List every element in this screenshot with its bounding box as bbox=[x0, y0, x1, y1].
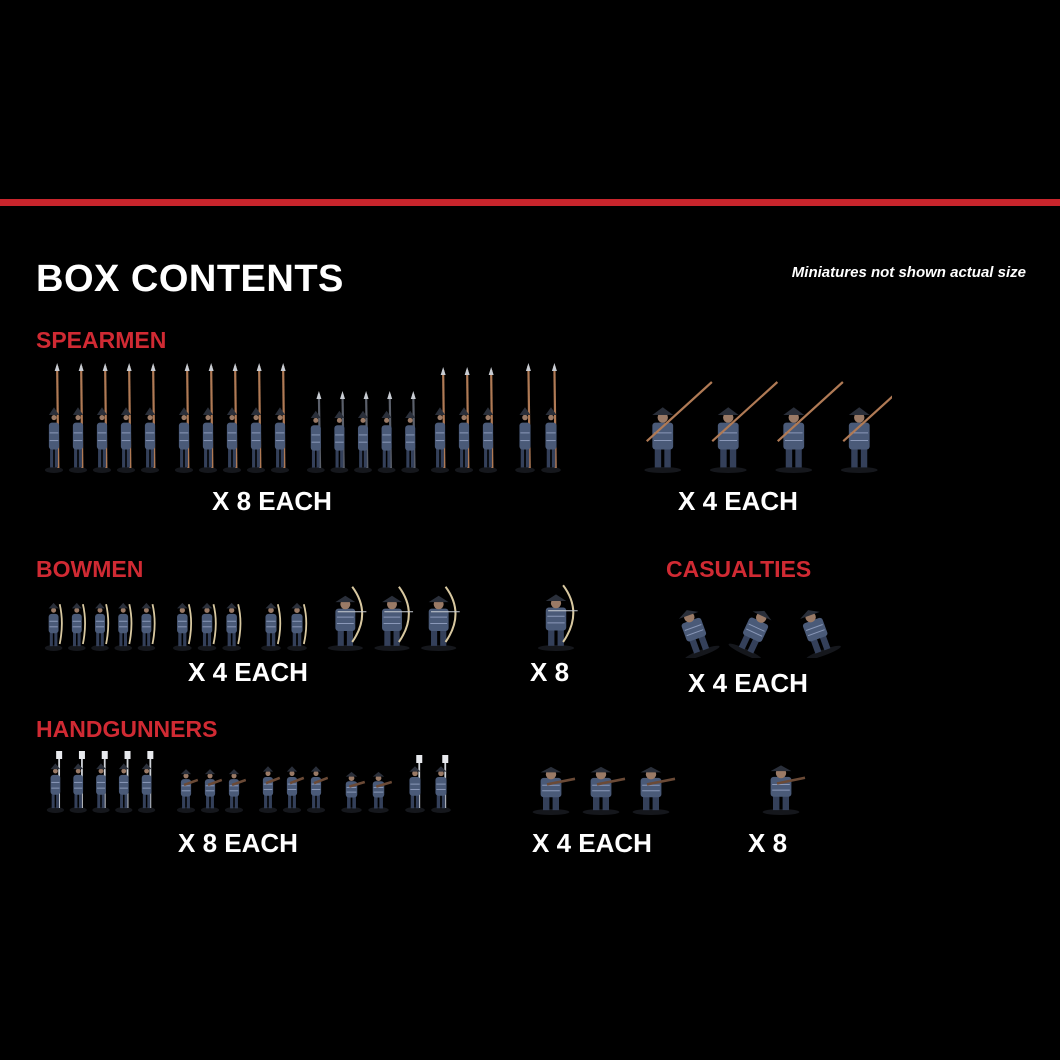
handgunners-group-1 bbox=[44, 748, 158, 814]
miniature-figure bbox=[791, 604, 842, 658]
miniature-figure bbox=[307, 391, 325, 473]
section-label-handgunners: HANDGUNNERS bbox=[36, 716, 218, 742]
section-label-casualties: CASUALTIES bbox=[666, 556, 812, 582]
casualties-quantity: X 4 EACH bbox=[688, 668, 808, 698]
miniature-figure bbox=[515, 363, 535, 473]
handgunners-group-4 bbox=[338, 760, 392, 814]
miniature-figure bbox=[374, 587, 413, 651]
header-divider bbox=[0, 199, 1060, 206]
miniature-figure bbox=[70, 751, 87, 813]
bowmen-group-2 bbox=[170, 588, 244, 652]
miniature-figure bbox=[138, 603, 156, 651]
handgunners-group-3 bbox=[256, 752, 328, 814]
miniature-figure bbox=[710, 382, 778, 473]
miniature-figure bbox=[93, 363, 111, 473]
section-label-spearmen: SPEARMEN bbox=[36, 327, 167, 353]
miniature-figure bbox=[69, 363, 87, 473]
miniature-figure bbox=[763, 765, 805, 815]
section-label-bowmen: BOWMEN bbox=[36, 556, 144, 582]
miniature-figure bbox=[644, 382, 712, 473]
miniature-figure bbox=[538, 585, 578, 651]
miniature-figure bbox=[328, 587, 367, 651]
miniature-figure bbox=[421, 587, 460, 651]
miniature-figure bbox=[479, 367, 497, 473]
miniature-figure bbox=[91, 603, 109, 651]
handgunner-single bbox=[750, 750, 812, 816]
handgunners-quantity-3: X 8 bbox=[748, 828, 788, 858]
miniature-figure bbox=[431, 367, 449, 473]
handgunners-quantity-2: X 4 EACH bbox=[532, 828, 652, 858]
miniature-figure bbox=[173, 603, 192, 651]
miniature-figure bbox=[199, 363, 217, 473]
miniature-figure bbox=[271, 363, 289, 473]
miniature-figure bbox=[223, 363, 241, 473]
spearmen-group-3 bbox=[304, 390, 422, 474]
miniature-figure bbox=[368, 772, 391, 813]
bowmen-quantity-2: X 8 bbox=[530, 657, 570, 687]
miniature-figure bbox=[177, 769, 198, 813]
spearmen-group-4 bbox=[428, 366, 500, 474]
miniature-figure bbox=[401, 391, 419, 473]
miniature-figure bbox=[283, 766, 304, 813]
bowmen-quantity-1: X 4 EACH bbox=[188, 657, 308, 687]
bowmen-drawing-group bbox=[322, 578, 462, 652]
miniature-figure bbox=[431, 755, 451, 813]
miniature-figure bbox=[138, 751, 155, 813]
miniature-figure bbox=[225, 769, 246, 813]
miniature-figure bbox=[330, 391, 348, 473]
miniature-figure bbox=[775, 382, 843, 473]
miniature-figure bbox=[117, 363, 135, 473]
page-title: BOX CONTENTS bbox=[36, 258, 344, 300]
miniature-figure bbox=[201, 769, 222, 813]
miniature-figure bbox=[68, 603, 86, 651]
miniature-figure bbox=[583, 767, 625, 815]
miniature-figure bbox=[247, 363, 265, 473]
miniature-figure bbox=[141, 363, 159, 473]
spearmen-group-5 bbox=[512, 362, 564, 474]
miniature-figure bbox=[45, 603, 63, 651]
miniature-figure bbox=[259, 766, 280, 813]
miniature-figure bbox=[633, 767, 675, 815]
miniature-figure bbox=[354, 391, 372, 473]
miniature-figure bbox=[287, 603, 307, 651]
miniature-figure bbox=[175, 363, 193, 473]
miniature-figure bbox=[341, 772, 364, 813]
miniature-figure bbox=[378, 391, 396, 473]
miniature-figure bbox=[405, 755, 425, 813]
miniature-figure bbox=[198, 603, 217, 651]
miniature-figure bbox=[115, 751, 132, 813]
handgunners-command-group bbox=[526, 752, 676, 816]
spearmen-group-2 bbox=[172, 362, 292, 474]
bowmen-group-3 bbox=[258, 588, 310, 652]
spearmen-group-1 bbox=[42, 362, 162, 474]
handgunners-group-2 bbox=[174, 756, 246, 814]
spearmen-quantity-2: X 4 EACH bbox=[678, 486, 798, 516]
miniature-figure bbox=[307, 766, 328, 813]
bowman-single bbox=[532, 576, 580, 652]
miniature-figure bbox=[727, 603, 781, 658]
miniature-figure bbox=[533, 767, 575, 815]
spearmen-quantity-1: X 8 EACH bbox=[212, 486, 332, 516]
miniature-figure bbox=[222, 603, 241, 651]
miniature-figure bbox=[47, 751, 64, 813]
handgunners-quantity-1: X 8 EACH bbox=[178, 828, 298, 858]
miniature-figure bbox=[455, 367, 473, 473]
casualties-group bbox=[664, 594, 846, 658]
scale-disclaimer: Miniatures not shown actual size bbox=[791, 264, 1026, 281]
miniature-figure bbox=[841, 382, 892, 473]
handgunners-group-5 bbox=[402, 752, 454, 814]
miniature-figure bbox=[45, 363, 63, 473]
miniature-figure bbox=[669, 604, 720, 658]
miniature-figure bbox=[114, 603, 132, 651]
spearmen-charging-group bbox=[630, 380, 892, 474]
miniature-figure bbox=[541, 363, 561, 473]
miniature-figure bbox=[92, 751, 109, 813]
bowmen-group-1 bbox=[42, 588, 158, 652]
miniature-figure bbox=[261, 603, 281, 651]
